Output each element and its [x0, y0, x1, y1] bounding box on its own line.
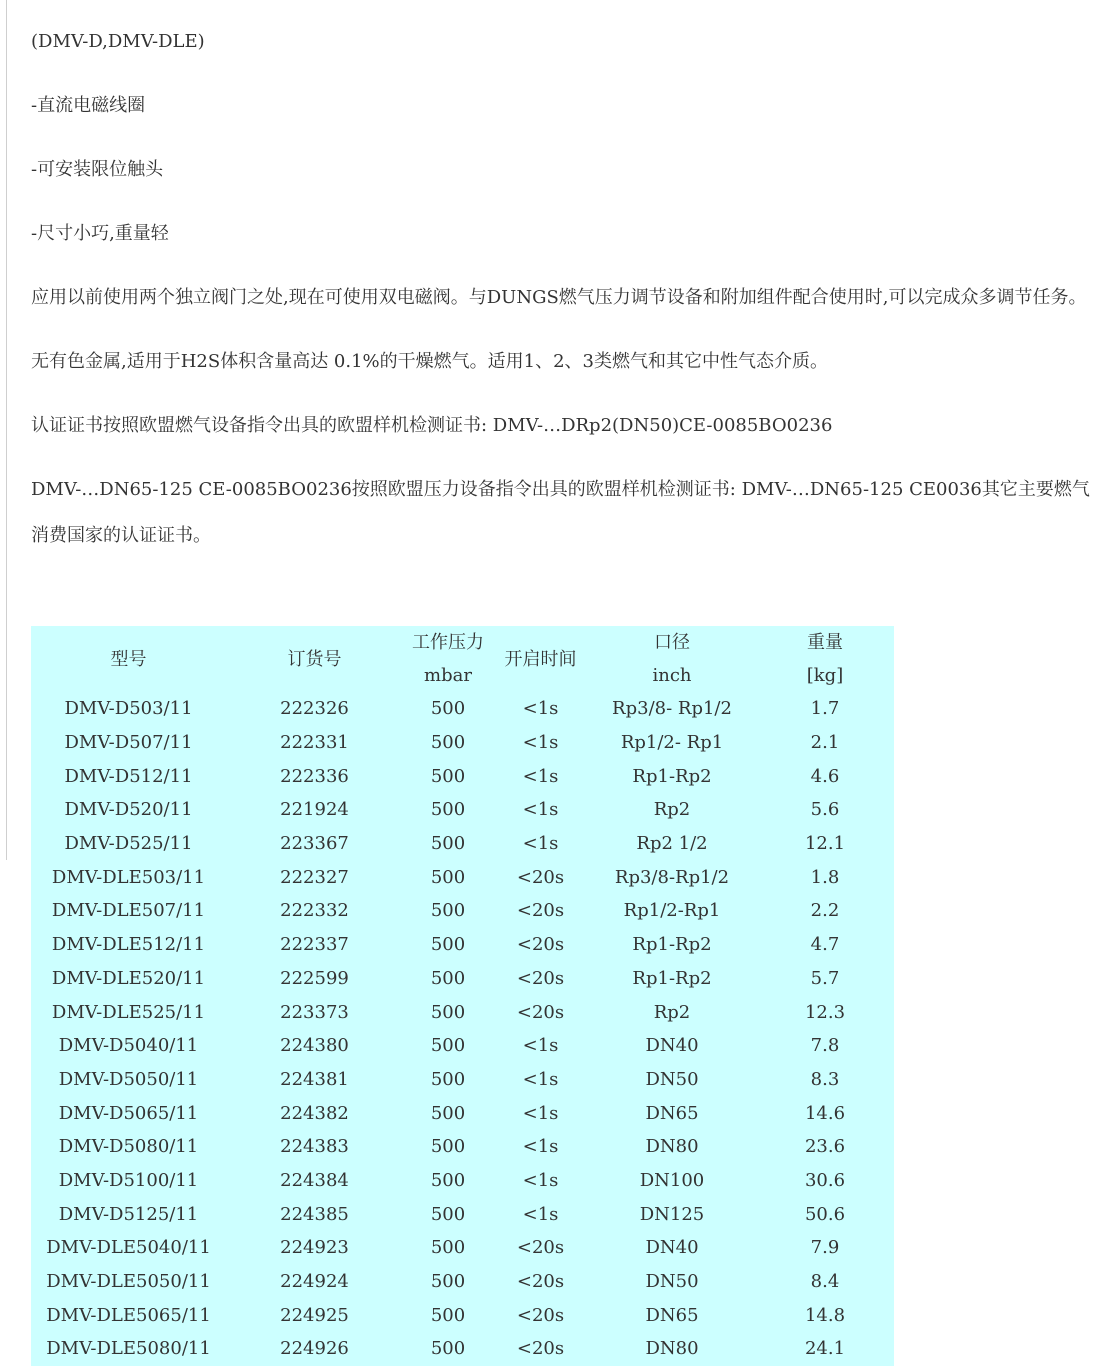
cell-weight: 8.3: [810, 1068, 840, 1090]
cell-model: DMV-D525/11: [64, 833, 193, 855]
cell-diameter: Rp2: [653, 1001, 691, 1023]
cell-model: DMV-D5040/11: [58, 1035, 199, 1057]
cell-opening-time: <1s: [522, 1136, 559, 1158]
cell-pressure: 500: [430, 1203, 466, 1225]
cell-order-number: 224380: [280, 1035, 349, 1057]
cell-opening-time: <20s: [516, 934, 565, 956]
header-working-pressure: 工作压力: [412, 632, 484, 653]
header-diameter: 口径: [654, 632, 690, 653]
cell-weight: 50.6: [804, 1203, 846, 1225]
cell-order-number: 222332: [280, 900, 349, 922]
cell-diameter: DN40: [645, 1237, 699, 1259]
table-row: [31, 1164, 894, 1198]
header-pressure-unit: mbar: [424, 665, 472, 686]
cell-pressure: 500: [430, 1304, 466, 1326]
cell-diameter: DN125: [639, 1203, 705, 1225]
cell-diameter: DN80: [645, 1338, 699, 1360]
cell-model: DMV-D5065/11: [58, 1102, 199, 1124]
cell-weight: 2.2: [810, 900, 840, 922]
cell-order-number: 224382: [280, 1102, 349, 1124]
cell-weight: 7.8: [810, 1035, 840, 1057]
cell-pressure: 500: [430, 1338, 466, 1360]
table-row: [31, 1231, 894, 1265]
cell-opening-time: <1s: [522, 1035, 559, 1057]
cell-diameter: DN80: [645, 1136, 699, 1158]
cell-order-number: 223367: [280, 833, 349, 855]
cell-diameter: Rp1-Rp2: [632, 967, 712, 989]
cell-pressure: 500: [430, 1068, 466, 1090]
cell-opening-time: <1s: [522, 799, 559, 821]
cell-model: DMV-D5100/11: [58, 1169, 199, 1191]
header-diameter-unit: inch: [652, 665, 692, 686]
cell-pressure: 500: [430, 1237, 466, 1259]
cell-order-number: 224926: [280, 1338, 349, 1360]
spec-table-header: [31, 626, 894, 692]
cell-pressure: 500: [430, 765, 466, 787]
cell-order-number: 224924: [280, 1271, 349, 1293]
cell-order-number: 222337: [280, 934, 349, 956]
cell-model: DMV-D507/11: [64, 732, 193, 754]
cell-model: DMV-DLE520/11: [51, 967, 206, 989]
cell-opening-time: <20s: [516, 1001, 565, 1023]
paragraph-feature-compact: -尺寸小巧,重量轻: [31, 223, 169, 244]
spec-table: [31, 626, 894, 1366]
table-row: [31, 692, 894, 726]
left-border-rule: [6, 0, 7, 860]
cell-weight: 24.1: [804, 1338, 846, 1360]
table-row: [31, 726, 894, 760]
cell-weight: 12.1: [804, 833, 846, 855]
cell-model: DMV-DLE507/11: [51, 900, 206, 922]
cell-model: DMV-DLE5080/11: [46, 1338, 211, 1360]
cell-weight: 30.6: [804, 1169, 846, 1191]
paragraph-models: (DMV-D,DMV-DLE): [31, 31, 205, 52]
paragraph-materials: 无有色金属,适用于H2S体积含量高达 0.1%的干燥燃气。适用1、2、3类燃气和其它中性气态介质。: [31, 351, 829, 372]
cell-model: DMV-D5050/11: [58, 1068, 199, 1090]
cell-order-number: 224383: [280, 1136, 349, 1158]
cell-diameter: Rp2 1/2: [636, 833, 708, 855]
cell-diameter: Rp1-Rp2: [632, 934, 712, 956]
cell-model: DMV-D520/11: [64, 799, 193, 821]
cell-pressure: 500: [430, 1035, 466, 1057]
cell-diameter: DN65: [645, 1304, 699, 1326]
cell-diameter: DN40: [645, 1035, 699, 1057]
cell-diameter: Rp3/8-Rp1/2: [614, 866, 730, 888]
cell-weight: 5.7: [810, 967, 840, 989]
cell-weight: 23.6: [804, 1136, 846, 1158]
cell-opening-time: <1s: [522, 1102, 559, 1124]
cell-diameter: Rp3/8- Rp1/2: [612, 698, 732, 720]
cell-model: DMV-DLE512/11: [51, 934, 206, 956]
header-order-number: 订货号: [287, 648, 342, 670]
cell-pressure: 500: [430, 833, 466, 855]
cell-model: DMV-D503/11: [64, 698, 193, 720]
cell-opening-time: <20s: [516, 1338, 565, 1360]
cell-opening-time: <20s: [516, 1304, 565, 1326]
cell-opening-time: <1s: [522, 698, 559, 720]
header-weight-unit: [kg]: [806, 665, 844, 686]
cell-order-number: 222326: [280, 698, 349, 720]
cell-model: DMV-DLE5050/11: [46, 1271, 211, 1293]
cell-model: DMV-D5125/11: [58, 1203, 199, 1225]
cell-pressure: 500: [430, 1271, 466, 1293]
cell-diameter: Rp1-Rp2: [632, 765, 712, 787]
table-row: [31, 1096, 894, 1130]
cell-opening-time: <1s: [522, 1068, 559, 1090]
cell-opening-time: <20s: [516, 1237, 565, 1259]
cell-model: DMV-DLE5040/11: [46, 1237, 211, 1259]
header-model: 型号: [110, 648, 147, 670]
cell-diameter: Rp2: [653, 799, 691, 821]
cell-order-number: 224384: [280, 1169, 349, 1191]
cell-weight: 4.6: [810, 765, 840, 787]
cell-weight: 5.6: [810, 799, 840, 821]
cell-weight: 2.1: [810, 732, 840, 754]
table-row: [31, 1063, 894, 1097]
cell-diameter: Rp1/2-Rp1: [623, 900, 721, 922]
table-row: [31, 1332, 894, 1366]
cell-order-number: 221924: [280, 799, 349, 821]
cell-order-number: 224923: [280, 1237, 349, 1259]
cell-weight: 12.3: [804, 1001, 846, 1023]
cell-order-number: 222599: [280, 967, 349, 989]
cell-diameter: DN65: [645, 1102, 699, 1124]
cell-pressure: 500: [430, 1001, 466, 1023]
cell-diameter: DN50: [645, 1068, 699, 1090]
cell-diameter: DN50: [645, 1271, 699, 1293]
cell-order-number: 224385: [280, 1203, 349, 1225]
table-row: [31, 962, 894, 996]
table-row: [31, 928, 894, 962]
table-row: [31, 793, 894, 827]
cell-model: DMV-DLE5065/11: [46, 1304, 211, 1326]
paragraph-certification-2: DMV-…DN65-125 CE-0085BO0236按照欧盟压力设备指令出具的欧盟样机检测证书: DMV-…DN65-125 CE0036其它主要燃气消费国家的认证证书。: [31, 479, 1090, 546]
cell-opening-time: <1s: [522, 833, 559, 855]
cell-order-number: 224925: [280, 1304, 349, 1326]
header-opening-time: 开启时间: [504, 648, 577, 670]
cell-order-number: 223373: [280, 1001, 349, 1023]
paragraph-feature-dc-coil: -直流电磁线圈: [31, 95, 146, 116]
cell-pressure: 500: [430, 1102, 466, 1124]
cell-pressure: 500: [430, 866, 466, 888]
cell-pressure: 500: [430, 1169, 466, 1191]
table-row: [31, 1298, 894, 1332]
table-row: [31, 894, 894, 928]
cell-pressure: 500: [430, 698, 466, 720]
table-row: [31, 1197, 894, 1231]
table-row: [31, 759, 894, 793]
spec-table-body: [31, 692, 894, 1366]
cell-pressure: 500: [430, 934, 466, 956]
cell-model: DMV-D5080/11: [58, 1136, 199, 1158]
cell-order-number: 222336: [280, 765, 349, 787]
cell-model: DMV-DLE525/11: [51, 1001, 206, 1023]
cell-weight: 1.7: [810, 698, 840, 720]
cell-opening-time: <1s: [522, 732, 559, 754]
cell-model: DMV-D512/11: [64, 765, 193, 787]
cell-opening-time: <20s: [516, 1271, 565, 1293]
table-row: [31, 1265, 894, 1299]
cell-opening-time: <1s: [522, 1169, 559, 1191]
cell-weight: 14.6: [804, 1102, 846, 1124]
cell-opening-time: <20s: [516, 900, 565, 922]
cell-pressure: 500: [430, 900, 466, 922]
table-row: [31, 1029, 894, 1063]
cell-order-number: 222327: [280, 866, 349, 888]
cell-opening-time: <1s: [522, 1203, 559, 1225]
header-weight: 重量: [807, 632, 843, 653]
cell-weight: 4.7: [810, 934, 840, 956]
paragraph-feature-limit-switch: -可安装限位触头: [31, 159, 164, 180]
cell-weight: 7.9: [810, 1237, 840, 1259]
cell-pressure: 500: [430, 1136, 466, 1158]
article-body: [31, 0, 1096, 577]
cell-order-number: 222331: [280, 732, 349, 754]
cell-pressure: 500: [430, 967, 466, 989]
cell-weight: 8.4: [810, 1271, 840, 1293]
cell-diameter: Rp1/2- Rp1: [620, 732, 724, 754]
cell-order-number: 224381: [280, 1068, 349, 1090]
table-row: [31, 827, 894, 861]
cell-weight: 14.8: [804, 1304, 846, 1326]
table-row: [31, 860, 894, 894]
cell-opening-time: <1s: [522, 765, 559, 787]
cell-weight: 1.8: [810, 866, 840, 888]
paragraph-application: 应用以前使用两个独立阀门之处,现在可使用双电磁阀。与DUNGS燃气压力调节设备和附加组件配合使用时,可以完成众多调节任务。: [31, 287, 1087, 308]
cell-pressure: 500: [430, 732, 466, 754]
cell-opening-time: <20s: [516, 967, 565, 989]
paragraph-certification-1: 认证证书按照欧盟燃气设备指令出具的欧盟样机检测证书: DMV-…DRp2(DN50)CE-0085BO0236: [31, 415, 833, 436]
table-row: [31, 1130, 894, 1164]
cell-diameter: DN100: [639, 1169, 705, 1191]
cell-opening-time: <20s: [516, 866, 565, 888]
cell-model: DMV-DLE503/11: [51, 866, 206, 888]
cell-pressure: 500: [430, 799, 466, 821]
table-row: [31, 995, 894, 1029]
